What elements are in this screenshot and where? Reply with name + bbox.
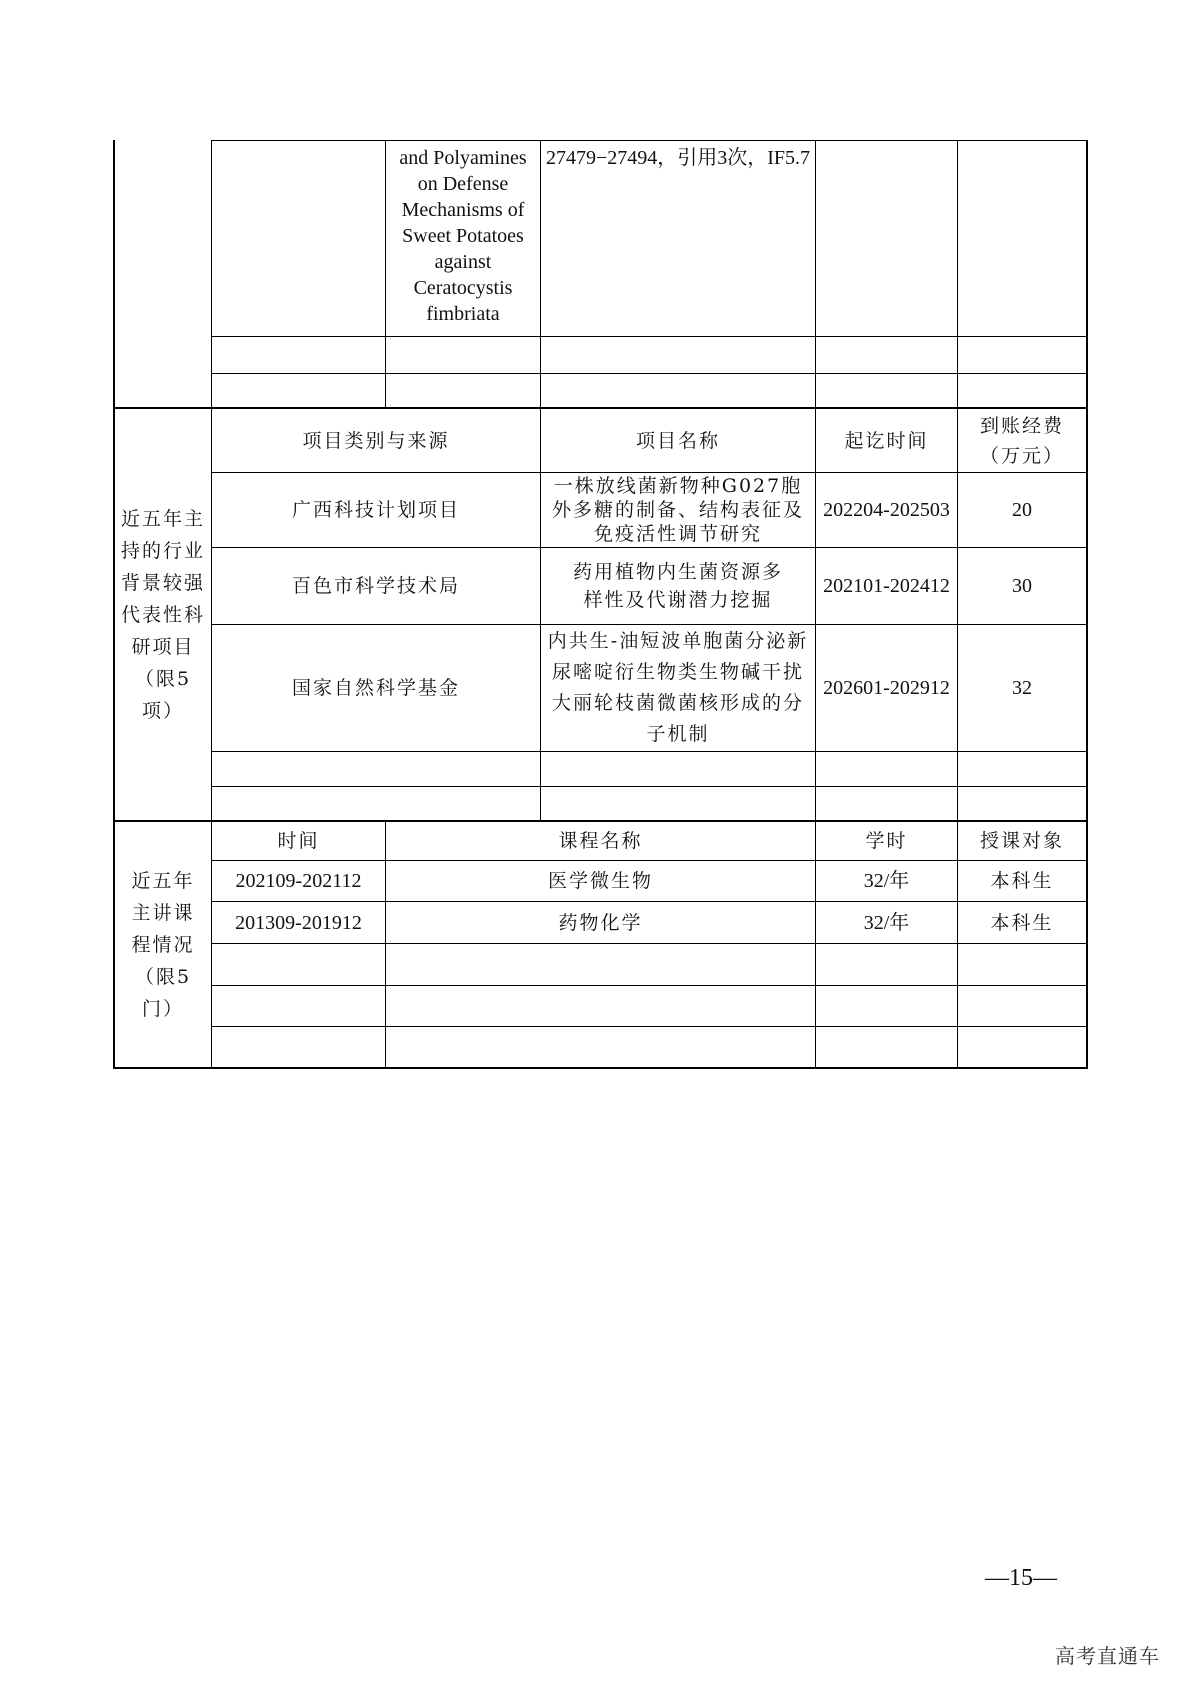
project-name: 一株放线菌新物种G027胞外多糖的制备、结构表征及免疫活性调节研究 [551, 475, 804, 545]
project-period: 202204-202503 [823, 499, 950, 521]
project-name: 内共生-油短波单胞菌分泌新尿嘧啶衍生物类生物碱干扰大丽轮枝菌微菌核形成的分子机制 [547, 630, 809, 745]
course-time: 201309-201912 [235, 911, 362, 934]
projects-header-name: 项目名称 [635, 429, 720, 452]
paper-journal-cell: 27479−27494，引用3次，IF5.7 [545, 147, 811, 169]
projects-header-period: 起讫时间 [844, 429, 929, 452]
page-number: —15— [985, 1565, 1057, 1591]
project-period: 202601-202912 [823, 677, 950, 699]
course-time: 202109-202112 [235, 870, 362, 892]
border-right [1086, 140, 1088, 1069]
course-name: 医学微生物 [547, 870, 653, 892]
hline-10 [211, 943, 1088, 944]
project-category: 广西科技计划项目 [291, 499, 460, 521]
paper-title-cell: and Polyamines on Defense Mechanisms of Sweet Potatoes against Ceratocystis fimbriata [399, 147, 527, 325]
hline-bottom [113, 1067, 1088, 1069]
courses-header-audience: 授课对象 [979, 830, 1064, 852]
border-left [113, 140, 115, 1069]
hline-12 [211, 1026, 1088, 1027]
course-hours: 32/年 [863, 870, 910, 892]
hline-7 [211, 786, 1088, 787]
project-category: 国家自然科学基金 [291, 677, 460, 699]
projects-header-category: 项目类别与来源 [302, 429, 450, 452]
hline-1 [211, 336, 1088, 337]
course-name: 药物化学 [558, 911, 643, 934]
course-hours: 32/年 [863, 911, 910, 934]
courses-header-time: 时间 [277, 830, 320, 852]
project-period: 202101-202412 [823, 575, 950, 597]
hline-2 [211, 373, 1088, 374]
watermark-text: 高考直通车 [1055, 1644, 1160, 1668]
courses-section-label: 近五年主讲课程情况（限5门） [131, 869, 195, 1020]
hline-6 [211, 751, 1088, 752]
courses-header-hours: 学时 [865, 830, 908, 852]
course-audience: 本科生 [990, 911, 1054, 934]
project-funding: 32 [1012, 677, 1032, 699]
project-funding: 20 [1012, 499, 1032, 521]
hline-11 [211, 985, 1088, 986]
projects-section-label: 近五年主持的行业背景较强代表性科研项目（限5项） [120, 507, 205, 722]
border-col-a-top [385, 140, 386, 408]
project-name: 药用植物内生菌资源多样性及代谢潜力挖掘 [572, 561, 783, 611]
project-funding: 30 [1012, 575, 1032, 597]
projects-header-funding: 到账经费（万元） [979, 414, 1064, 467]
courses-header-name: 课程名称 [558, 830, 643, 852]
project-category: 百色市科学技术局 [291, 575, 460, 597]
course-audience: 本科生 [990, 870, 1054, 892]
